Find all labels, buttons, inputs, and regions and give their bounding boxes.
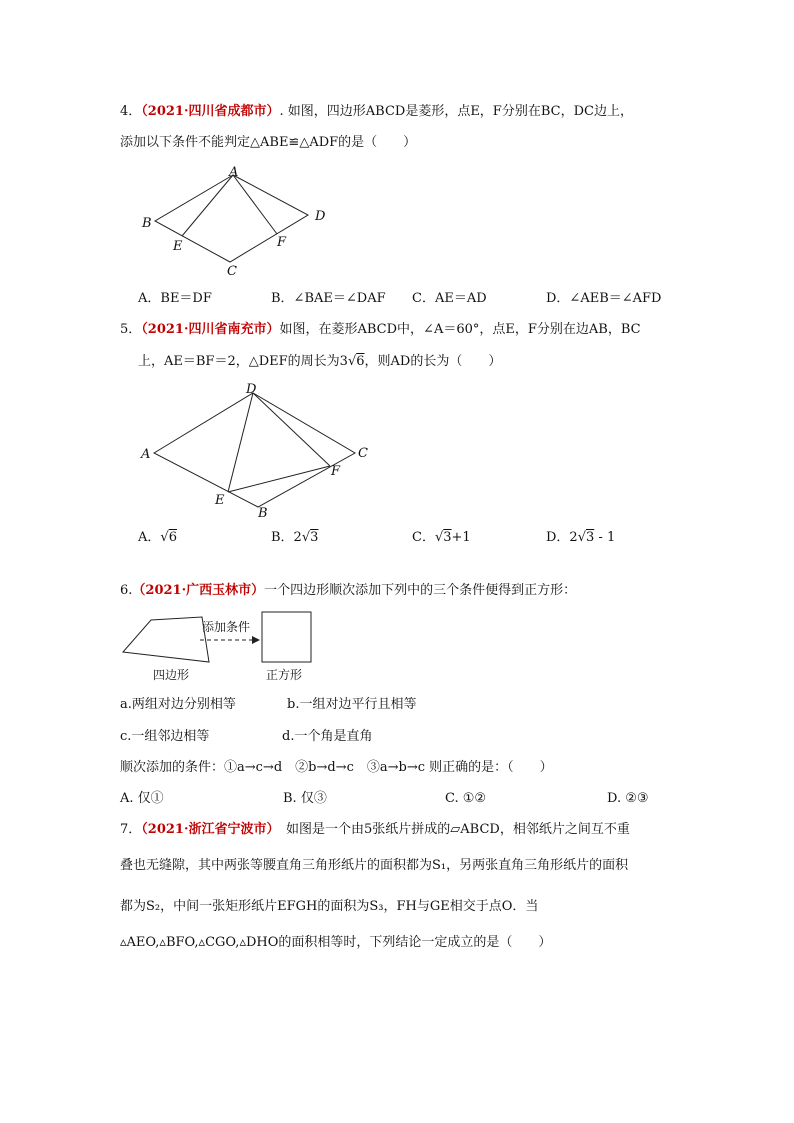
q6-option-a[interactable]: A. 仅①	[120, 791, 164, 806]
q5-option-b[interactable]: B．2√3	[271, 530, 319, 545]
q6-source: （2021·广西玉林市）	[132, 583, 265, 598]
q5-option-c-prefix: C．	[412, 530, 435, 545]
q6-square-label: 正方形	[266, 668, 303, 682]
q6-arrow-label: 添加条件	[202, 620, 251, 634]
q4-number: 4．	[120, 104, 142, 119]
q5-option-c-suffix: +1	[451, 530, 471, 545]
q7-line1	[120, 820, 630, 840]
q5-line2: 上，AE＝BF＝2，△DEF的周长为3√6，则AD的长为（ ）	[138, 354, 502, 369]
q5-line1	[120, 320, 641, 340]
q4-label-b: B	[142, 216, 152, 231]
q5-text-line2b: ，则AD的长为（ ）	[364, 354, 502, 369]
q4-line2: 添加以下条件不能判定△ABE≌△ADF的是（ ）	[120, 135, 417, 150]
q4-segment-ae	[182, 175, 233, 236]
q5-option-d-prefix: D．2	[546, 530, 578, 545]
q5-text-line1: 如图，在菱形ABCD中，∠A＝60°，点E，F分别在边AB，BC	[279, 322, 641, 337]
q7-source: （2021·浙江省宁波市）	[141, 822, 273, 837]
q7-line3: 都为S₂，中间一张矩形纸片EFGH的面积为S₃，FH与GE相交于点O．当	[120, 899, 539, 914]
q5-option-a[interactable]: A．√6	[138, 530, 177, 545]
q5-label-d: D	[246, 382, 257, 397]
q4-source: （2021·四川省成都市）	[141, 104, 280, 119]
q5-option-a-radicand: 6	[168, 530, 177, 545]
q4-label-c: C	[227, 264, 237, 279]
q5-option-c[interactable]: C．√3+1	[412, 530, 471, 545]
q7-number: 7．	[120, 822, 142, 837]
q5-label-c: C	[358, 446, 368, 461]
q7-line2: 叠也无缝隙，其中两张等腰直角三角形纸片的面积都为S₁，另两张直角三角形纸片的面积	[120, 858, 629, 873]
q6-cond-c: c.一组邻边相等	[120, 729, 210, 744]
q6-cond-a: a.两组对边分别相等	[120, 697, 236, 712]
q4-text-line1: . 如图，四边形ABCD是菱形，点E，F分别在BC，DC边上，	[279, 104, 633, 119]
q5-option-d[interactable]: D．2√3 - 1	[546, 530, 616, 545]
q4-option-c[interactable]: C．AE＝AD	[412, 291, 487, 306]
q5-option-b-prefix: B．2	[271, 530, 302, 545]
q6-option-c[interactable]: C. ①②	[445, 791, 487, 806]
q6-number: 6.	[120, 583, 133, 598]
q7-line4: ▵AEO,▵BFO,▵CGO,▵DHO的面积相等时，下列结论一定成立的是（ ）	[120, 935, 552, 950]
q4-segment-af	[233, 175, 277, 234]
q5-rhombus	[154, 393, 355, 507]
q5-label-e: E	[215, 493, 225, 508]
q5-option-d-radicand: 3	[586, 530, 595, 545]
q6-arrowhead-icon	[252, 636, 260, 644]
q5-option-a-prefix: A．	[138, 530, 161, 545]
q6-cond-d: d.一个角是直角	[282, 729, 373, 744]
q6-option-b[interactable]: B. 仅③	[283, 791, 327, 806]
q5-segment-df	[253, 393, 330, 466]
q5-perimeter-radicand: 6	[356, 354, 365, 369]
q6-line1	[120, 581, 576, 601]
q5-source: （2021·四川省南充市）	[141, 322, 280, 337]
q4-label-e: E	[173, 239, 183, 254]
q4-option-b[interactable]: B．∠BAE＝∠DAF	[271, 291, 386, 306]
q6-quadrilateral	[123, 617, 209, 662]
q5-text-line2a: 上，AE＝BF＝2，△DEF的周长为3	[138, 354, 348, 369]
q5-option-c-radicand: 3	[443, 530, 452, 545]
q5-number: 5．	[120, 322, 142, 337]
q6-square	[262, 612, 311, 662]
q4-rhombus-figure	[140, 165, 340, 280]
q7-text-line1: 如图是一个由5张纸片拼成的▱ABCD，相邻纸片之间互不重	[286, 822, 630, 837]
q4-label-a: A	[229, 165, 239, 180]
q5-option-d-suffix: - 1	[594, 530, 616, 545]
q4-option-d[interactable]: D．∠AEB＝∠AFD	[546, 291, 662, 306]
q6-cond-b: b.一组对边平行且相等	[287, 697, 417, 712]
q4-label-f: F	[277, 235, 287, 250]
q5-segment-de	[228, 393, 253, 492]
q5-label-f: F	[331, 464, 341, 479]
q6-figure	[118, 608, 328, 688]
q4-option-a[interactable]: A．BE＝DF	[138, 291, 212, 306]
q6-quad-label: 四边形	[153, 668, 190, 682]
q5-label-b: B	[258, 506, 268, 521]
q6-text-line1: 一个四边形顺次添加下列中的三个条件便得到正方形：	[264, 583, 577, 598]
q4-label-d: D	[315, 209, 326, 224]
q5-rhombus-figure	[140, 380, 380, 520]
q6-order: 顺次添加的条件：①a→c→d ②b→d→c ③a→b→c 则正确的是：（ ）	[120, 760, 553, 775]
q5-option-b-radicand: 3	[310, 530, 319, 545]
q5-segment-ef	[228, 466, 330, 492]
q6-option-d[interactable]: D. ②③	[607, 791, 649, 806]
q5-label-a: A	[141, 447, 151, 462]
q4-line1	[120, 102, 633, 122]
